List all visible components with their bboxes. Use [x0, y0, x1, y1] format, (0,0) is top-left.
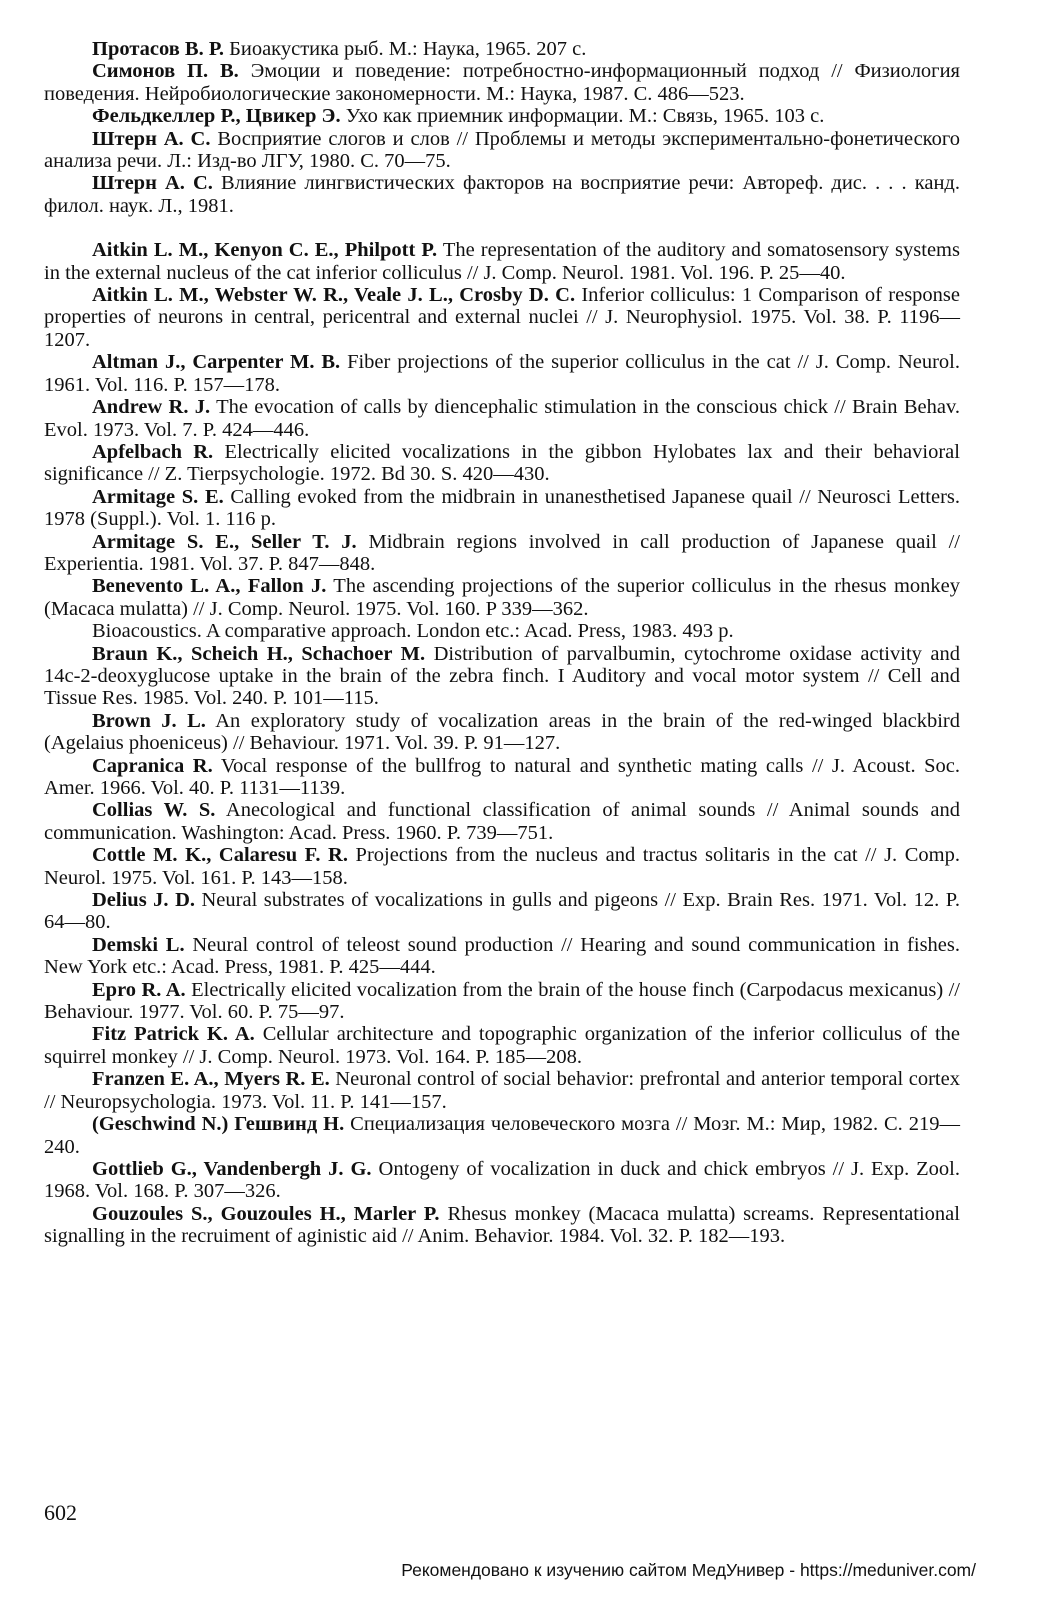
reference-authors: Fitz Patrick K. A. [92, 1023, 255, 1046]
reference-text: The representation of the auditory and somatosensory systems in the external nucleus of the cat inferior colliculus // J. Comp. Neurol. 1981. Vol. 196. P. 25—40. [44, 239, 960, 284]
reference-text: Electrically elicited vocalization from the brain of the house finch (Carpodacus mexicanus) // Behaviour. 1977. Vol. 60. P. 75—97. [44, 978, 961, 1024]
reference-entry [44, 799, 960, 844]
reference-text: Fiber projections of the superior colliculus in the cat // J. Comp. Neurol. 1961. Vol. 116. P. 157—178. [44, 351, 960, 396]
reference-entry [44, 172, 960, 217]
reference-authors: Apfelbach R. [92, 440, 214, 463]
reference-text: Влияние лингвистических факторов на восприятие речи: Автореф. дис. . . . канд. филол. наук. Л., 1981. [44, 172, 960, 217]
reference-entry [44, 351, 960, 396]
reference-text: Calling evoked from the midbrain in unanesthetised Japanese quail // Neurosci Letters. 1978 (Suppl.). Vol. 1. 116 p. [44, 485, 960, 531]
reference-entry [44, 979, 960, 1024]
reference-authors: Capranica R. [92, 754, 213, 777]
reference-text: The evocation of calls by diencephalic stimulation in the conscious chick // Brain Behav. Evol. 1973. Vol. 7. P. 424—446. [44, 396, 961, 441]
references-foreign [44, 239, 960, 1247]
reference-entry [44, 643, 960, 710]
reference-entry [44, 1158, 960, 1203]
reference-text: Inferior colliculus: 1 Comparison of response properties of neurons in central, pericentral and external nuclei // J. Neurophysiol. 1975. Vol. 38. P. 1196—1207. [44, 284, 961, 351]
reference-authors: Brown J. L. [92, 709, 206, 732]
reference-authors: Aitkin L. M., Kenyon C. E., Philpott P. [92, 239, 438, 262]
reference-authors: Aitkin L. M., Webster W. R., Veale J. L., Crosby D. C. [92, 284, 576, 307]
reference-entry [44, 128, 960, 173]
reference-authors: Gouzoules S., Gouzoules H., Marler P. [92, 1202, 440, 1225]
reference-entry [44, 1203, 960, 1248]
reference-authors: Armitage S. E. [92, 485, 224, 508]
reference-entry [44, 575, 960, 620]
reference-text: The ascending projections of the superior colliculus in the rhesus monkey (Macaca mulatta) // J. Comp. Neurol. 1975. Vol. 160. P 339—362. [44, 575, 960, 620]
reference-authors: Armitage S. E., Seller T. J. [92, 530, 357, 553]
reference-entry [44, 1113, 960, 1158]
page-number: 602 [44, 1500, 77, 1525]
reference-entry [44, 396, 960, 441]
reference-authors: Andrew R. J. [92, 396, 211, 419]
reference-text: Ухо как приемник информации. М.: Связь, 1965. 103 с. [340, 105, 825, 128]
reference-entry [44, 60, 960, 105]
reference-text: Neuronal control of social behavior: prefrontal and anterior temporal cortex // Neuropsychologia. 1973. Vol. 11. P. 141—157. [44, 1068, 960, 1113]
reference-entry [44, 486, 960, 531]
reference-text: Ontogeny of vocalization in duck and chick embryos // J. Exp. Zool. 1968. Vol. 168. P. 307—326. [44, 1157, 960, 1203]
reference-text: Vocal response of the bullfrog to natural and synthetic mating calls // J. Acoust. Soc. Amer. 1966. Vol. 40. P. 1131—1139. [44, 754, 960, 799]
reference-authors: Cottle M. K., Calaresu F. R. [92, 844, 348, 867]
reference-authors: Протасов В. Р. [92, 38, 224, 60]
reference-authors: Фельдкеллер Р., Цвикер Э. [92, 105, 341, 128]
reference-authors: Штерн А. С. [92, 127, 211, 150]
reference-entry [44, 284, 960, 351]
reference-entry [44, 1023, 960, 1068]
reference-text: Биоакустика рыб. М.: Наука, 1965. 207 с. [223, 38, 587, 60]
references-russian [44, 38, 960, 217]
reference-text: Midbrain regions involved in call production of Japanese quail // Experientia. 1981. Vol. 37. P. 847—848. [44, 530, 960, 575]
reference-text: Специализация человеческого мозга // Мозг. М.: Мир, 1982. С. 219—240. [44, 1113, 960, 1158]
reference-text: Projections from the nucleus and tractus solitaris in the cat // J. Comp. Neurol. 1975. Vol. 161. P. 143—158. [44, 844, 961, 889]
reference-authors: Franzen E. A., Myers R. E. [92, 1068, 330, 1091]
reference-entry [44, 1068, 960, 1113]
reference-entry [44, 38, 960, 60]
reference-authors: Симонов П. В. [92, 60, 239, 83]
reference-text: Electrically elicited vocalizations in the gibbon Hylobates lax and their behavioral significance // Z. Tierpsychologie. 1972. Bd 30. S. 420—430. [44, 440, 960, 486]
reference-entry [44, 239, 960, 284]
reference-authors: Braun K., Scheich H., Schachoer M. [92, 642, 426, 665]
reference-text: Neural control of teleost sound production // Hearing and sound communication in fishes. New York etc.: Acad. Press, 1981. P. 425—444. [44, 933, 960, 979]
footer-note: Рекомендовано к изучению сайтом МедУнивер - https://meduniver.com/ [401, 1560, 976, 1580]
reference-entry [44, 105, 960, 127]
reference-text: Neural substrates of vocalizations in gulls and pigeons // Exp. Brain Res. 1971. Vol. 12. P. 64—80. [44, 889, 960, 934]
reference-text: Эмоции и поведение: потребностно-информационный подход // Физиология поведения. Нейробиологические закономерности. М.: Наука, 1987. С. 486—523. [44, 60, 960, 105]
reference-authors: Gottlieb G., Vandenbergh J. G. [92, 1157, 372, 1180]
reference-text: Восприятие слогов и слов // Проблемы и методы экспериментально-фонетического анализа речи. Л.: Изд-во ЛГУ, 1980. С. 70—75. [44, 127, 960, 173]
reference-entry [44, 934, 960, 979]
reference-authors: Collias W. S. [92, 799, 216, 822]
reference-authors: (Geschwind N.) Гешвинд Н. [92, 1113, 345, 1136]
reference-authors: Epro R. A. [92, 978, 186, 1001]
reference-text: Distribution of parvalbumin, cytochrome oxidase activity and 14c-2-deoxyglucose uptake in the brain of the zebra finch. I Auditory and vocal motor system // Cell and Tissue Res. 1985. Vol. 240. P. 101—115. [44, 642, 960, 710]
reference-text: Cellular architecture and topographic organization of the inferior colliculus of the squirrel monkey // J. Comp. Neurol. 1973. Vol. 164. P. 185—208. [44, 1023, 961, 1068]
reference-entry [44, 620, 960, 642]
reference-authors: Benevento L. A., Fallon J. [92, 575, 327, 598]
reference-entry [44, 531, 960, 576]
reference-entry [44, 889, 960, 934]
reference-text: Rhesus monkey (Macaca mulatta) screams. Representational signalling in the recruiment of aginistic aid // Anim. Behavior. 1984. Vol. 32. P. 182—193. [44, 1202, 960, 1248]
reference-entry [44, 710, 960, 755]
reference-authors: Altman J., Carpenter M. B. [92, 351, 341, 374]
reference-text: Bioacoustics. A comparative approach. London etc.: Acad. Press, 1983. 493 p. [92, 620, 734, 643]
reference-entry [44, 755, 960, 800]
reference-authors: Штерн А. С. [92, 172, 213, 195]
reference-entry [44, 441, 960, 486]
reference-authors: Delius J. D. [92, 889, 195, 912]
reference-text: Anecological and functional classification of animal sounds // Animal sounds and communication. Washington: Acad. Press. 1960. P. 739—751. [44, 799, 960, 844]
bibliography-page [44, 38, 960, 1248]
reference-authors: Demski L. [92, 933, 185, 956]
reference-text: An exploratory study of vocalization areas in the brain of the red-winged blackbird (Agelaius phoeniceus) // Behaviour. 1971. Vol. 39. P. 91—127. [44, 709, 960, 755]
reference-entry [44, 844, 960, 889]
